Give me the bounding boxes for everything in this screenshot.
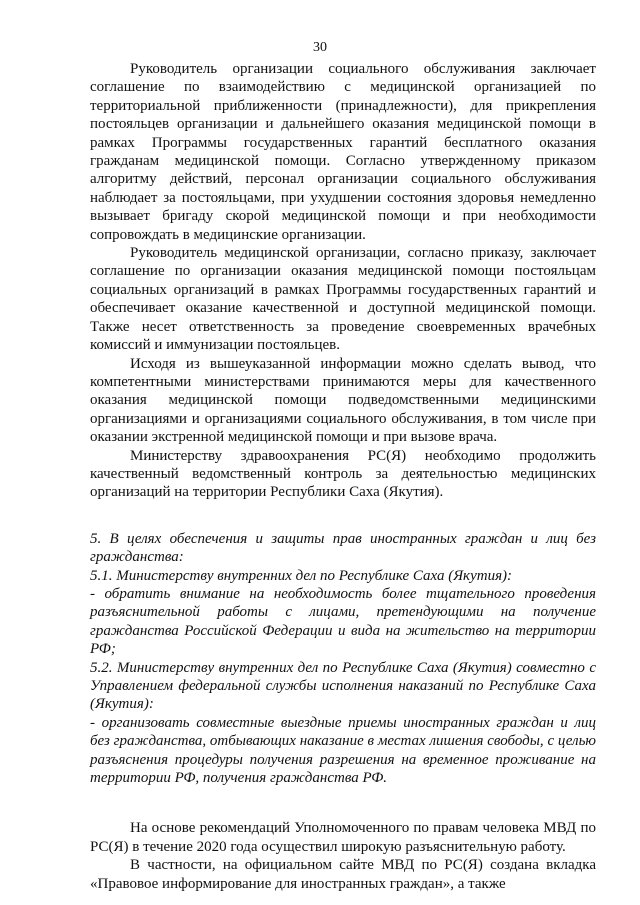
recommendation-heading: 5. В целях обеспечения и защиты прав иностранных граждан и лиц без гражданства: [90,530,596,566]
recommendation-5-2: 5.2. Министерству внутренних дел по Республике Саха (Якутия) совместно с Управлением федеральной службы исполнения наказаний по Республике Саха (Якутия): [90,659,596,713]
page-content [90,60,596,893]
paragraph-organization-agreement: Руководитель организации социального обслуживания заключает соглашение по взаимодействию с медицинской организацией по территориальной приближенности (принадлежности), для прикрепления постояльцев организации и дальнейшего оказания медицинской помощи в рамках Программы государственных гарантий бесплатного оказания гражданам медицинской помощи. Согласно утвержденному приказом алгоритму действий, персонал организации социального обслуживания наблюдает за постояльцами, при ухудшении состояния здоровья немедленно вызывает бригаду скорой медицинской помощи и при необходимости сопровождать в медицинские организации. [90,61,596,243]
paragraph-mvd-website: В частности, на официальном сайте МВД по РС(Я) создана вкладка «Правовое информирование для иностранных граждан», а также [90,857,596,892]
paragraph-conclusion: Исходя из вышеуказанной информации можно сделать вывод, что компетентными министерствами принимаются меры для качественного оказания медицинской помощи подведомственными медицинскими организациями и организациями социального обслуживания, в том числе при оказании экстренной медицинской помощи и при вызове врача. [90,355,596,446]
paragraph-health-ministry: Министерству здравоохранения РС(Я) необходимо продолжить качественный ведомственный контроль за деятельностью медицинских организаций на территории Республики Саха (Якутия). [90,447,596,501]
page-number: 30 [313,40,327,55]
recommendation-5-1-item: - обратить внимание на необходимость более тщательного проведения разъяснительной работы с лицами, претендующими на получение гражданства Российской Федерации и вида на жительство на территории РФ; [90,585,596,658]
section-gap [90,787,596,819]
paragraph-medical-organization: Руководитель медицинской организации, согласно приказу, заключает соглашение по организации оказания медицинской помощи постояльцам социальных организаций в рамках Программы государственных гарантий и обеспечивает оказание качественной и доступной медицинской помощи. Также несет ответственность за проведение своевременных врачебных комиссий и иммунизации постояльцев. [90,245,596,354]
section-gap [90,502,596,530]
recommendations-section [90,530,596,788]
recommendation-5-1: 5.1. Министерству внутренних дел по Республике Саха (Якутия): [90,567,513,584]
recommendation-5-2-item: - организовать совместные выездные приемы иностранных граждан и лиц без гражданства, отбывающих наказание в местах лишения свободы, с целью разъяснения процедуры получения разрешения на временное проживание на территории РФ, получения гражданства РФ. [90,714,596,787]
paragraph-mvd-work: На основе рекомендаций Уполномоченного по правам человека МВД по РС(Я) в течение 2020 года осуществил широкую разъяснительную работу. [90,820,596,855]
